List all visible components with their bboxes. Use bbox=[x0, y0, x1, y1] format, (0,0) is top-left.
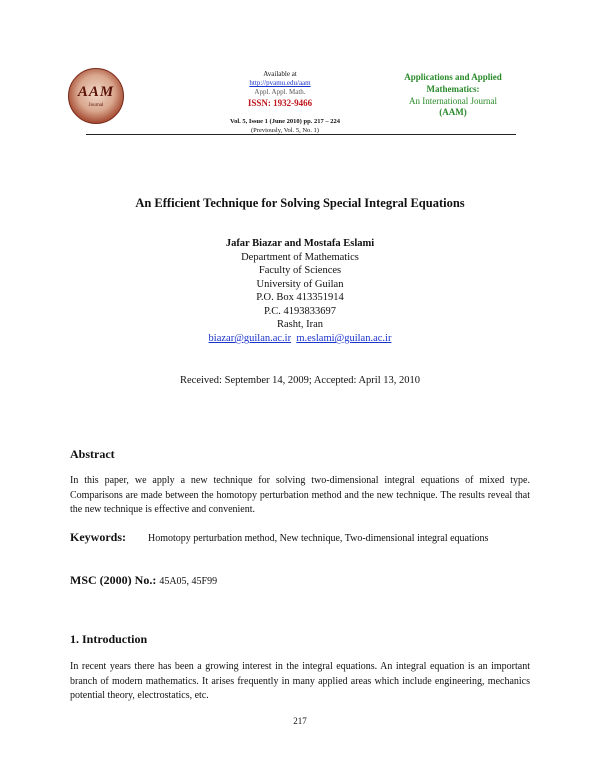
journal-name-line-1: Applications and Applied bbox=[404, 72, 502, 82]
received-accepted-dates: Received: September 14, 2009; Accepted: April 13, 2010 bbox=[180, 375, 420, 386]
affiliation-line: Faculty of Sciences bbox=[258, 265, 342, 276]
journal-abbreviation: Appl. Appl. Math. bbox=[254, 88, 306, 96]
journal-url-link[interactable]: http://pvamu.edu/aam bbox=[249, 79, 311, 87]
keywords-text: Homotopy perturbation method, New technique, Two-dimensional integral equations bbox=[148, 533, 489, 544]
email-link-2[interactable]: m.eslami@guilan.ac.ir bbox=[296, 333, 392, 344]
available-at-text: Available at bbox=[263, 70, 297, 78]
author-emails bbox=[0, 333, 600, 344]
volume-issue-line: Vol. 5, Issue 1 (June 2010) pp. 217 – 224 bbox=[230, 118, 340, 125]
header-divider bbox=[86, 134, 516, 135]
email-link-1[interactable]: biazar@guilan.ac.ir bbox=[208, 333, 292, 344]
keywords-label: Keywords: bbox=[70, 530, 126, 544]
affiliation-line: Rasht, Iran bbox=[276, 319, 324, 330]
introduction-heading: 1. Introduction bbox=[70, 632, 148, 646]
paper-title: An Efficient Technique for Solving Special Integral Equations bbox=[135, 196, 465, 210]
affiliation-line: P.C. 4193833697 bbox=[263, 306, 337, 317]
journal-logo bbox=[68, 68, 124, 124]
msc-codes: 45A05, 45F99 bbox=[159, 576, 218, 587]
page-number: 217 bbox=[293, 716, 307, 726]
abstract-heading: Abstract bbox=[70, 447, 115, 461]
affiliation-line: University of Guilan bbox=[256, 279, 344, 290]
logo-text: AAM bbox=[77, 84, 115, 100]
msc-label: MSC (2000) No.: bbox=[70, 573, 157, 587]
affiliation-line: P.O. Box 413351914 bbox=[256, 292, 344, 303]
journal-name-line-2: Mathematics: bbox=[426, 84, 480, 94]
previously-line: (Previously, Vol. 5, No. 1) bbox=[251, 127, 319, 134]
abstract-text: In this paper, we apply a new technique for solving two-dimensional integral equations of mixed type. Comparisons are made between the homotopy perturbation method and the new technique. The results reveal that the new technique is effective and convenient. bbox=[70, 475, 530, 515]
journal-name-line-3: An International Journal bbox=[409, 96, 497, 106]
authors: Jafar Biazar and Mostafa Eslami bbox=[225, 238, 375, 249]
affiliation-line: Department of Mathematics bbox=[241, 252, 359, 263]
logo-subtext: Journal bbox=[88, 103, 104, 108]
journal-name-line-4: (AAM) bbox=[439, 107, 467, 117]
msc-classification bbox=[70, 573, 217, 588]
introduction-text: In recent years there has been a growing interest in the integral equations. An integral equation is an important branch of modern mathematics. It arises frequently in many applied areas which include engineering, mechanics potential theory, electrostatics, etc. bbox=[70, 661, 530, 701]
issn-text: ISSN: 1932-9466 bbox=[247, 98, 313, 108]
